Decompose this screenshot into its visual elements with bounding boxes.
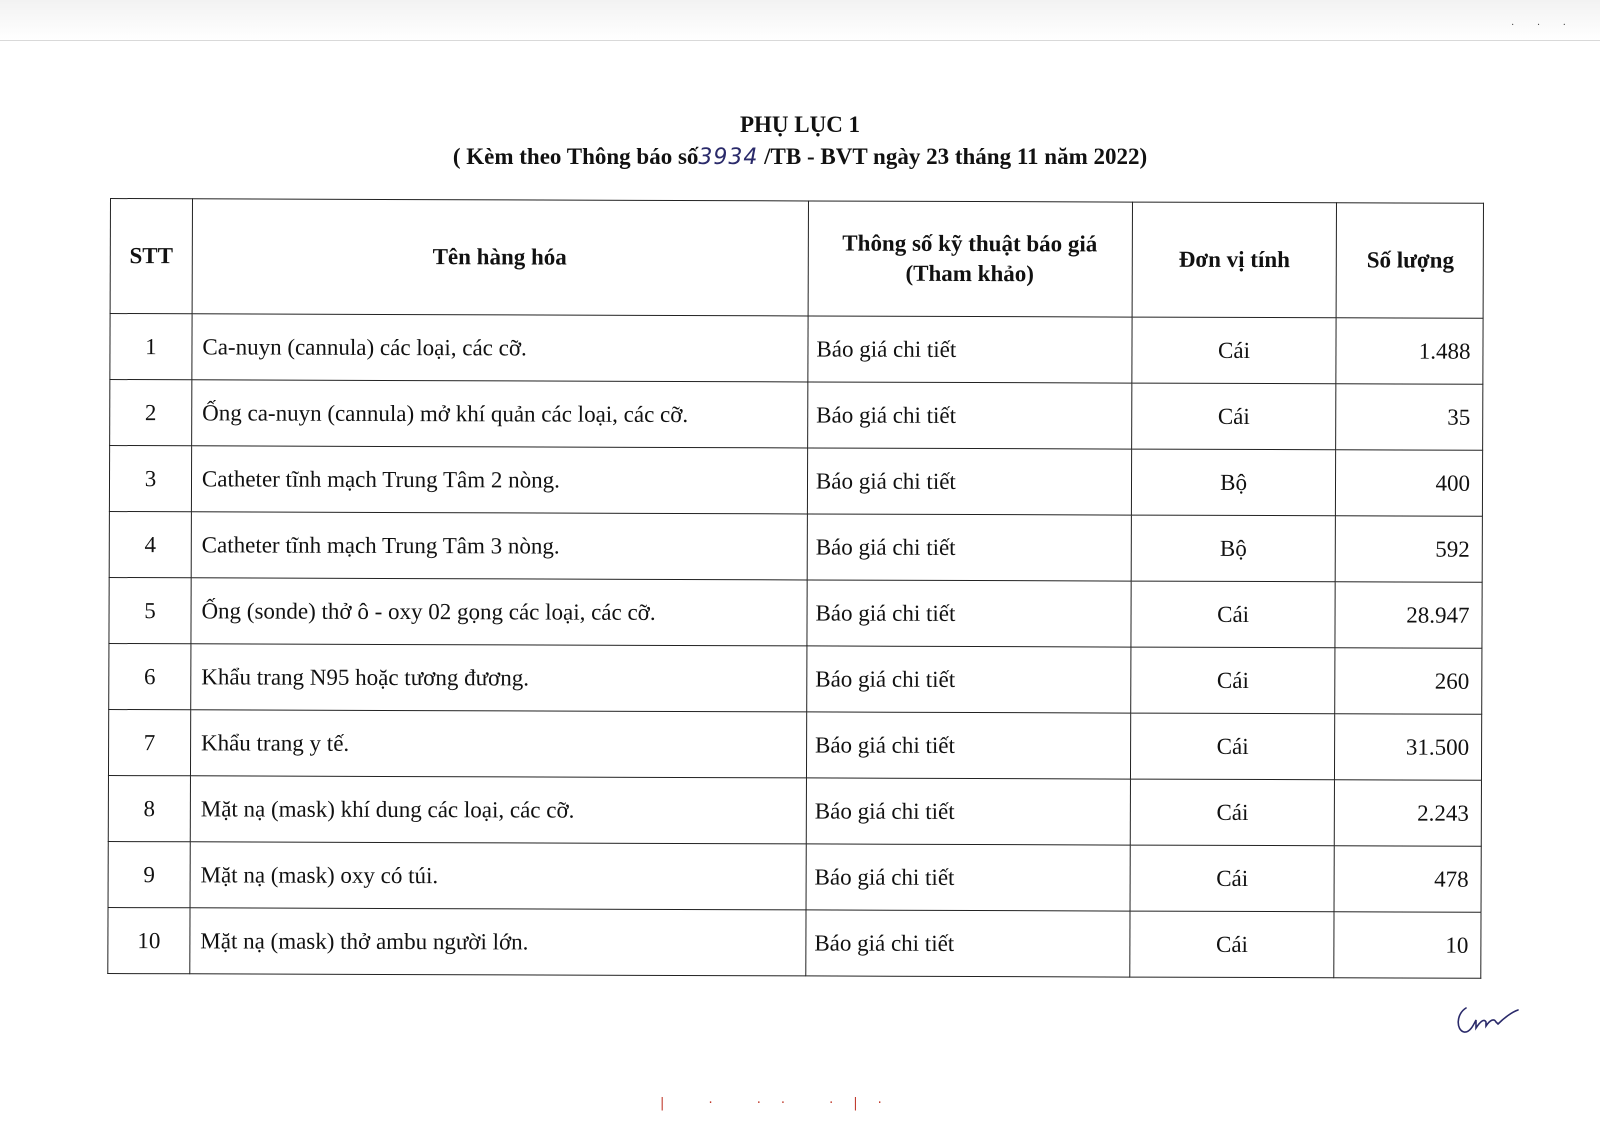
cell-name: Mặt nạ (mask) khí dung các loại, các cỡ. bbox=[190, 776, 806, 844]
table-row bbox=[109, 643, 1482, 714]
cell-qty: 592 bbox=[1335, 516, 1482, 583]
cell-name: Ca-nuyn (cannula) các loại, các cỡ. bbox=[192, 314, 808, 382]
handwritten-document-number: 3934 bbox=[698, 145, 759, 170]
goods-table bbox=[107, 198, 1484, 979]
scan-footer-marks: | · ·· ·|· bbox=[660, 1096, 902, 1111]
cell-spec: Báo giá chi tiết bbox=[806, 910, 1130, 977]
column-header-unit: Đơn vị tính bbox=[1132, 202, 1336, 318]
handwritten-initials bbox=[1452, 1000, 1522, 1036]
cell-name: Mặt nạ (mask) oxy có túi. bbox=[190, 842, 806, 910]
table-row bbox=[108, 775, 1481, 846]
cell-unit: Cái bbox=[1131, 713, 1335, 780]
subtitle-suffix: /TB - BVT ngày 23 tháng 11 năm 2022) bbox=[764, 144, 1148, 169]
cell-spec: Báo giá chi tiết bbox=[807, 514, 1131, 581]
document-header bbox=[0, 110, 1600, 175]
cell-name: Catheter tĩnh mạch Trung Tâm 3 nòng. bbox=[191, 512, 807, 580]
cell-spec: Báo giá chi tiết bbox=[806, 778, 1130, 845]
cell-qty: 260 bbox=[1335, 648, 1482, 715]
column-header-spec-line1: Thông số kỹ thuật báo giá bbox=[842, 230, 1098, 257]
column-header-stt: STT bbox=[110, 199, 192, 314]
appendix-title: PHỤ LỤC 1 bbox=[739, 112, 861, 137]
cell-spec: Báo giá chi tiết bbox=[808, 382, 1132, 449]
scan-border-line bbox=[0, 40, 1600, 41]
cell-spec: Báo giá chi tiết bbox=[806, 844, 1130, 911]
cell-stt: 4 bbox=[109, 511, 191, 577]
appendix-subtitle bbox=[0, 140, 1600, 175]
table-row bbox=[110, 314, 1483, 385]
cell-name: Ống (sonde) thở ô - oxy 02 gọng các loại, các cỡ. bbox=[191, 578, 807, 646]
cell-qty: 35 bbox=[1336, 384, 1483, 451]
cell-spec: Báo giá chi tiết bbox=[807, 580, 1131, 647]
cell-unit: Cái bbox=[1132, 383, 1336, 450]
table-row bbox=[109, 446, 1482, 517]
table-row bbox=[109, 511, 1482, 582]
cell-unit: Cái bbox=[1131, 581, 1335, 648]
table-row bbox=[109, 577, 1482, 648]
cell-qty: 2.243 bbox=[1334, 780, 1481, 847]
cell-stt: 10 bbox=[108, 907, 190, 973]
cell-name: Khẩu trang N95 hoặc tương đương. bbox=[191, 644, 807, 712]
column-header-qty: Số lượng bbox=[1336, 203, 1483, 319]
cell-unit: Bộ bbox=[1131, 449, 1335, 516]
scan-specks: · · · bbox=[1511, 20, 1576, 31]
cell-stt: 8 bbox=[108, 775, 190, 841]
table-row bbox=[108, 907, 1481, 978]
cell-unit: Bộ bbox=[1131, 515, 1335, 582]
cell-unit: Cái bbox=[1130, 845, 1334, 912]
cell-name: Khẩu trang y tế. bbox=[190, 710, 806, 778]
cell-name: Mặt nạ (mask) thở ambu người lớn. bbox=[190, 908, 806, 976]
cell-qty: 478 bbox=[1334, 846, 1481, 913]
cell-qty: 1.488 bbox=[1336, 318, 1483, 385]
cell-spec: Báo giá chi tiết bbox=[808, 316, 1132, 383]
column-header-spec bbox=[808, 201, 1133, 317]
cell-stt: 6 bbox=[109, 643, 191, 709]
subtitle-prefix: ( Kèm theo Thông báo số bbox=[452, 144, 699, 169]
cell-unit: Cái bbox=[1132, 317, 1336, 384]
cell-stt: 3 bbox=[109, 446, 191, 512]
scan-edge bbox=[0, 0, 1600, 40]
cell-unit: Cái bbox=[1130, 779, 1334, 846]
cell-qty: 400 bbox=[1336, 450, 1483, 517]
cell-stt: 2 bbox=[110, 380, 192, 446]
cell-stt: 7 bbox=[108, 709, 190, 775]
cell-unit: Cái bbox=[1130, 911, 1334, 978]
cell-spec: Báo giá chi tiết bbox=[807, 448, 1131, 515]
cell-stt: 5 bbox=[109, 577, 191, 643]
cell-qty: 10 bbox=[1334, 912, 1481, 979]
column-header-name: Tên hàng hóa bbox=[192, 199, 808, 316]
cell-qty: 31.500 bbox=[1335, 714, 1482, 781]
cell-qty: 28.947 bbox=[1335, 582, 1482, 649]
column-header-spec-line2: (Tham khảo) bbox=[905, 260, 1035, 287]
cell-stt: 9 bbox=[108, 841, 190, 907]
table-row bbox=[108, 841, 1481, 912]
cell-spec: Báo giá chi tiết bbox=[806, 712, 1130, 779]
table-header-row bbox=[110, 199, 1483, 319]
cell-name: Catheter tĩnh mạch Trung Tâm 2 nòng. bbox=[191, 446, 807, 514]
table-row bbox=[108, 709, 1481, 780]
cell-stt: 1 bbox=[110, 314, 192, 380]
table-row bbox=[110, 380, 1483, 451]
cell-spec: Báo giá chi tiết bbox=[807, 646, 1131, 713]
cell-name: Ống ca-nuyn (cannula) mở khí quản các loại, các cỡ. bbox=[192, 380, 808, 448]
cell-unit: Cái bbox=[1131, 647, 1335, 714]
